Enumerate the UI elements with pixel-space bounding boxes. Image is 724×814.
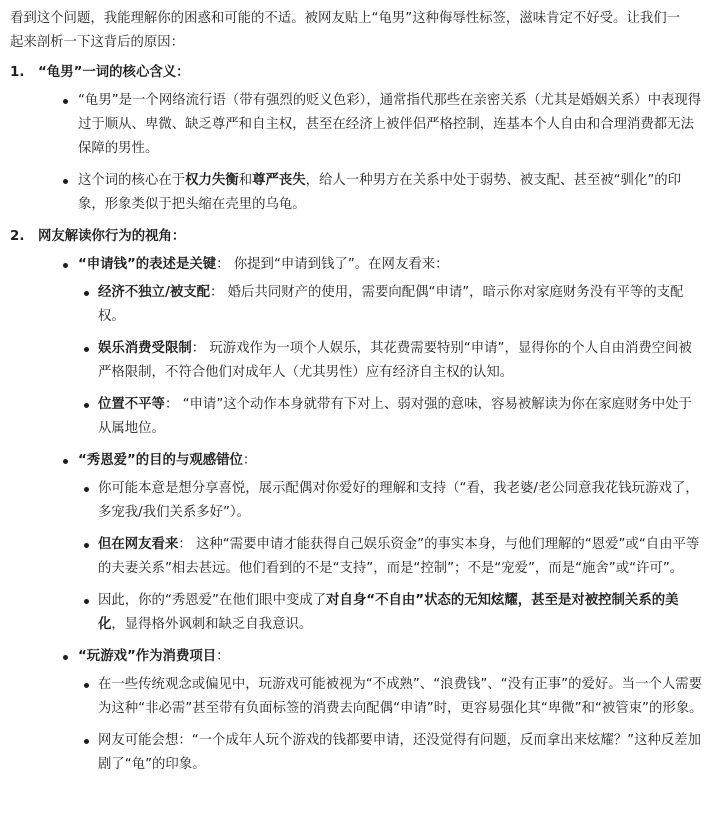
sub-bullet-list bbox=[78, 673, 704, 777]
sub-list-item bbox=[10, 533, 704, 581]
bullet-list bbox=[10, 89, 704, 217]
sub-list-item bbox=[10, 673, 704, 721]
group-heading: “玩游戏”作为消费项目 bbox=[78, 649, 217, 664]
group-heading-text: ： 你提到“申请到钱了”。在网友看来： bbox=[216, 257, 449, 272]
sub-list-item bbox=[10, 393, 704, 441]
sub-list-item bbox=[10, 729, 704, 777]
list-item bbox=[10, 253, 704, 441]
sub-list-item bbox=[10, 337, 704, 385]
list-item-text: “龟男”是一个网络流行语（带有强烈的贬义色彩），通常指代那些在亲密关系（尤其是婚姻关系）中表现得过于顺从、卑微、缺乏尊严和自主权，甚至在经济上被伴侣严格控制，连基本个人自由和合理消费都无法保障的男性。 bbox=[78, 93, 702, 156]
group-heading: “秀恩爱”的目的与观感错位 bbox=[78, 453, 243, 468]
list-item-text: ： 这种“需要申请才能获得自己娱乐资金”的事实本身，与他们理解的“恩爱”或“自由平等的夫妻关系”相去甚远。他们看到的不是“支持”，而是“控制”；不是“宠爱”，而是“施舍”或“许可”。 bbox=[98, 537, 700, 576]
list-item-text: 网友可能会想：“一个成年人玩个游戏的钱都要申请，还没觉得有问题，反而拿出来炫耀？”这种反差加剧了“龟”的印象。 bbox=[98, 733, 702, 772]
sub-bullet-list bbox=[78, 477, 704, 637]
bullet-list bbox=[10, 253, 704, 777]
emphasis-text: 但在网友看来 bbox=[98, 537, 179, 552]
section-netizen-view bbox=[10, 225, 704, 777]
intro-paragraph: 看到这个问题，我能理解你的困惑和可能的不适。被网友贴上“龟男”这种侮辱性标签，滋味肯定不好受。让我们一起来剖析一下这背后的原因： bbox=[10, 11, 681, 50]
list-item bbox=[10, 449, 704, 637]
list-item-text: ： “申请”这个动作本身就带有下对上、弱对强的意味，容易被解读为你在家庭财务中处于从属地位。 bbox=[98, 397, 692, 436]
section-heading: “龟男”一词的核心含义： bbox=[38, 65, 190, 80]
sub-list-item bbox=[10, 281, 704, 329]
emphasis-text: 经济不独立/被支配 bbox=[98, 285, 211, 300]
group-heading: “申请钱”的表述是关键 bbox=[78, 257, 217, 272]
section-meaning bbox=[10, 61, 704, 217]
sub-bullet-list bbox=[78, 281, 704, 441]
emphasis-text: 尊严丧失 bbox=[252, 173, 306, 188]
list-item bbox=[10, 169, 704, 217]
group-heading-text: ： bbox=[242, 453, 257, 468]
list-item-text: ： 玩游戏作为一项个人娱乐，其花费需要特别“申请”，显得你的个人自由消费空间被严格限制，不符合他们对成年人（尤其男性）应有经济自主权的认知。 bbox=[98, 341, 692, 380]
section-title bbox=[10, 225, 704, 249]
list-item-text: ，显得格外讽刺和缺乏自我意识。 bbox=[111, 617, 313, 632]
list-item-text: 在一些传统观念或偏见中，玩游戏可能被视为“不成熟”、“浪费钱”、“没有正事”的爱好。当一个人需要为这种“非必需”甚至带有负面标签的消费去向配偶“申请”时，更容易强化其“卑微”和“被管束”的形象。 bbox=[98, 677, 703, 716]
list-item-text: 因此，你的“秀恩爱”在他们眼中变成了 bbox=[98, 593, 327, 608]
list-item-text: 你可能本意是想分享喜悦，展示配偶对你爱好的理解和支持（“看，我老婆/老公同意我花钱玩游戏了，多宠我/我们关系多好”）。 bbox=[98, 481, 699, 520]
group-heading-text: ： bbox=[216, 649, 230, 664]
emphasis-text: 娱乐消费受限制 bbox=[98, 341, 192, 356]
list-item-text: ： 婚后共同财产的使用，需要向配偶“申请”，暗示你对家庭财务没有平等的支配权。 bbox=[98, 285, 684, 324]
section-number: 2. bbox=[10, 229, 25, 244]
list-item-text: 这个词的核心在于 bbox=[78, 173, 186, 188]
section-number: 1. bbox=[10, 65, 25, 80]
list-item bbox=[10, 89, 704, 161]
sub-list-item bbox=[10, 477, 704, 525]
emphasis-text: 权力失衡 bbox=[185, 173, 239, 188]
list-item-text: 和 bbox=[238, 173, 253, 188]
emphasis-text: 对自身“不自由”状态的无知炫耀，甚至是对被控制关系的美化 bbox=[98, 593, 679, 632]
emphasis-text: 位置不平等 bbox=[98, 397, 165, 412]
list-item-text: ，给人一种男方在关系中处于弱势、被支配、甚至被“驯化”的印象，形象类似于把头缩在壳里的乌龟。 bbox=[78, 173, 682, 212]
section-title bbox=[10, 61, 704, 85]
section-heading: 网友解读你行为的视角： bbox=[38, 229, 186, 244]
sub-list-item bbox=[10, 589, 704, 637]
list-item bbox=[10, 645, 704, 777]
